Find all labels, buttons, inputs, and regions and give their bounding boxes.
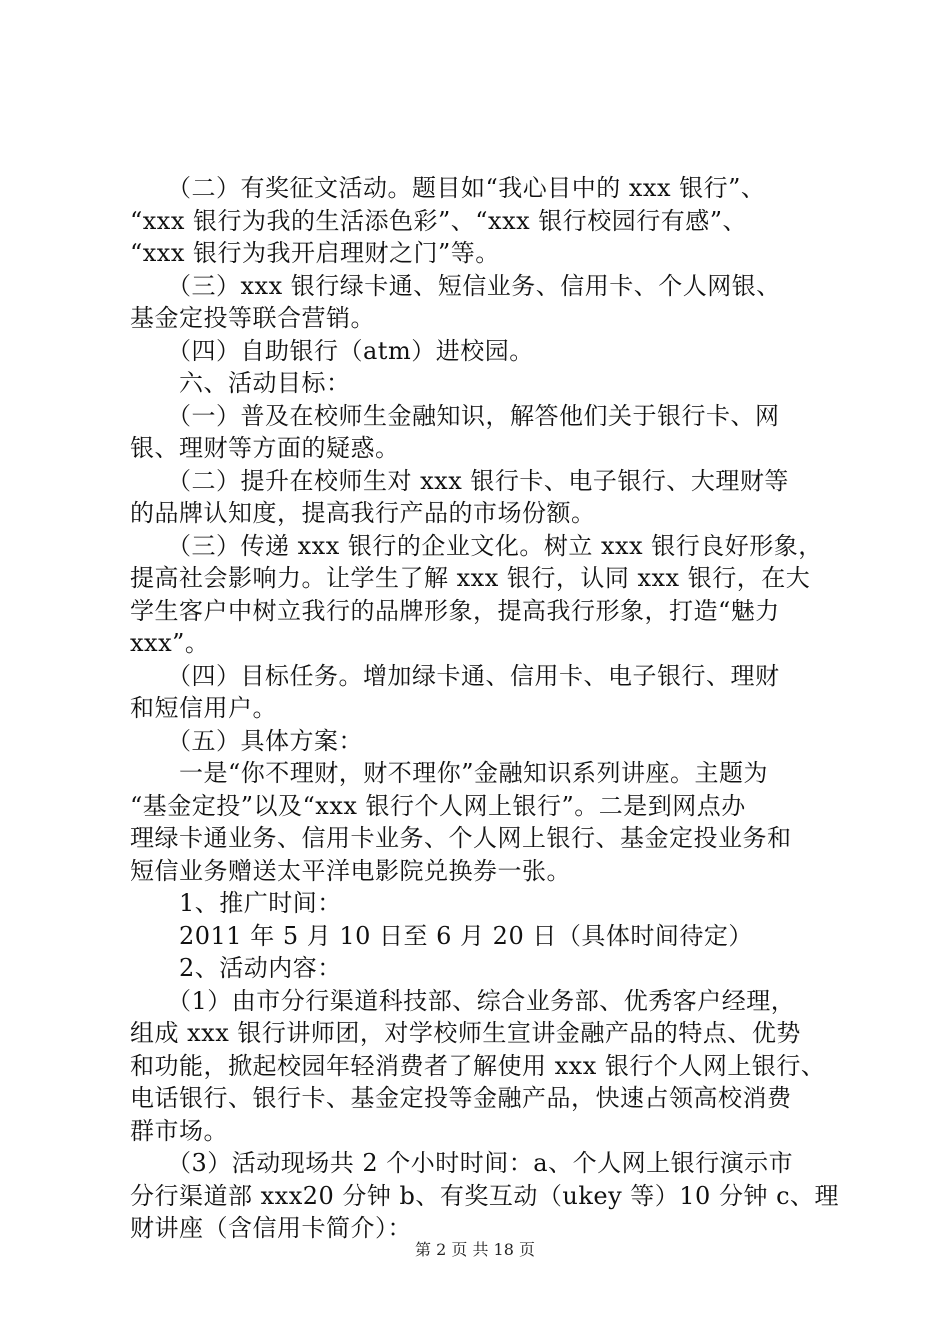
text-line: 一是“你不理财，财不理你”金融知识系列讲座。主题为 bbox=[130, 759, 769, 787]
text-line: “xxx 银行为我开启理财之门”等。 bbox=[130, 239, 500, 267]
text-line: 和功能，掀起校园年轻消费者了解使用 xxx 银行个人网上银行、 bbox=[130, 1051, 826, 1080]
text-line: （3）活动现场共 2 个小时时间：a、个人网上银行演示市 bbox=[130, 1149, 794, 1177]
text-line: 的品牌认知度，提高我行产品的市场份额。 bbox=[130, 499, 596, 527]
text-line: （四）自助银行（atm）进校园。 bbox=[130, 336, 534, 365]
text-line: 组成 xxx 银行讲师团，对学校师生宣讲金融产品的特点、优势 bbox=[130, 1019, 801, 1047]
text-line: 群市场。 bbox=[130, 1116, 228, 1145]
text-line: 2011 年 5 月 10 日至 6 月 20 日（具体时间待定） bbox=[130, 921, 753, 950]
text-line: 银、理财等方面的疑惑。 bbox=[130, 434, 400, 462]
text-line: 财讲座（含信用卡简介）： bbox=[130, 1214, 412, 1242]
text-line: “基金定投”以及“xxx 银行个人网上银行”。二是到网点办 bbox=[130, 791, 746, 820]
section-heading: 六、活动目标： bbox=[130, 369, 351, 397]
text-line: （五）具体方案： bbox=[130, 726, 363, 755]
text-line: （四）目标任务。增加绿卡通、信用卡、电子银行、理财 bbox=[130, 661, 780, 690]
text-line: （一）普及在校师生金融知识，解答他们关于银行卡、网 bbox=[130, 401, 780, 430]
text-line: “xxx 银行为我的生活添色彩”、“xxx 银行校园行有感”、 bbox=[130, 206, 748, 235]
text-line: 提高社会影响力。让学生了解 xxx 银行，认同 xxx 银行，在大 bbox=[130, 564, 811, 592]
text-line: 短信业务赠送太平洋电影院兑换券一张。 bbox=[130, 856, 571, 885]
text-line: （二）提升在校师生对 xxx 银行卡、电子银行、大理财等 bbox=[130, 466, 789, 495]
text-line: 电话银行、银行卡、基金定投等金融产品，快速占领高校消费 bbox=[130, 1084, 792, 1112]
text-line: （二）有奖征文活动。题目如“我心目中的 xxx 银行”、 bbox=[130, 174, 766, 202]
text-line: 2、活动内容： bbox=[130, 954, 342, 982]
text-line: （三）xxx 银行绿卡通、短信业务、信用卡、个人网银、 bbox=[130, 271, 781, 300]
text-line: 基金定投等联合营销。 bbox=[130, 304, 375, 332]
text-line: 分行渠道部 xxx20 分钟 b、有奖互动（ukey 等）10 分钟 c、理 bbox=[130, 1181, 840, 1210]
text-line: （三）传递 xxx 银行的企业文化。树立 xxx 银行良好形象， bbox=[130, 531, 823, 560]
text-line: xxx”。 bbox=[130, 629, 210, 657]
text-line: （1）由市分行渠道科技部、综合业务部、优秀客户经理， bbox=[130, 986, 796, 1015]
document-body bbox=[130, 172, 840, 1245]
text-line: 学生客户中树立我行的品牌形象，提高我行形象，打造“魅力 bbox=[130, 596, 780, 625]
page-number-footer: 第 2 页 共 18 页 bbox=[415, 1240, 535, 1259]
text-line: 理绿卡通业务、信用卡业务、个人网上银行、基金定投业务和 bbox=[130, 824, 792, 852]
text-line: 1、推广时间： bbox=[130, 889, 342, 917]
text-line: 和短信用户。 bbox=[130, 694, 277, 722]
